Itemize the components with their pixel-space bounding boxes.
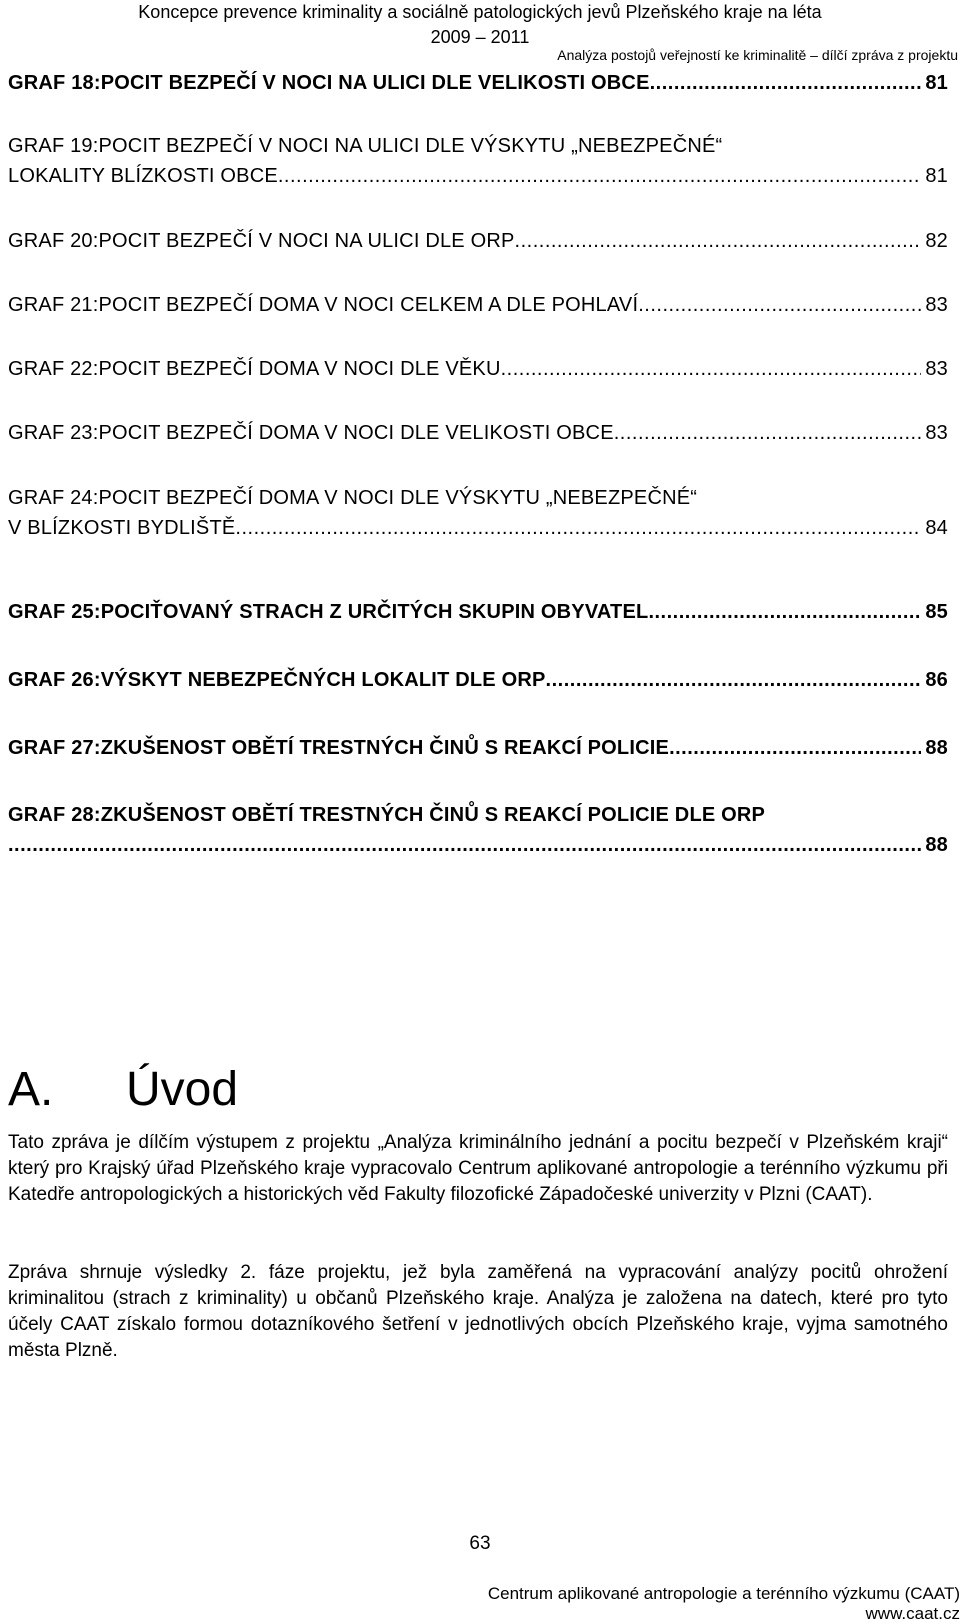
header-title-line2: 2009 – 2011 xyxy=(430,27,530,47)
page-number: 63 xyxy=(469,1533,491,1554)
toc-entry-title: GRAF 23:POCIT BEZPEČÍ DOMA V NOCI DLE VELIKOSTI OBCE xyxy=(8,422,614,444)
toc-entry-title: GRAF 18:POCIT BEZPEČÍ V NOCI NA ULICI DLE VELIKOSTI OBCE xyxy=(8,72,650,94)
toc-entry-graf-23[interactable] xyxy=(8,418,948,448)
toc-entry-title: GRAF 27:ZKUŠENOST OBĚTÍ TRESTNÝCH ČINŮ S REAKCÍ POLICIE xyxy=(8,737,670,759)
section-title: Úvod xyxy=(126,1063,239,1116)
toc-leader-dots xyxy=(278,161,921,191)
section-heading xyxy=(8,1063,238,1117)
toc-entry-graf-18[interactable] xyxy=(8,68,948,98)
toc-entry-title: GRAF 28:ZKUŠENOST OBĚTÍ TRESTNÝCH ČINŮ S REAKCÍ POLICIE DLE ORP xyxy=(8,804,766,826)
toc-entry-title: GRAF 21:POCIT BEZPEČÍ DOMA V NOCI CELKEM A DLE POHLAVÍ xyxy=(8,294,639,316)
toc-page-number: 81 xyxy=(925,165,948,187)
toc-entry-graf-26[interactable] xyxy=(8,665,948,695)
toc-page-number: 84 xyxy=(925,517,948,539)
toc-page-number: 85 xyxy=(925,601,948,623)
toc-leader-dots xyxy=(638,290,921,320)
toc-page-number: 81 xyxy=(925,72,948,94)
toc-leader-dots xyxy=(501,354,922,384)
toc-entry-graf-19[interactable] xyxy=(8,131,948,191)
toc-entry-title: GRAF 24:POCIT BEZPEČÍ DOMA V NOCI DLE VÝSKYTU „NEBEZPEČNÉ“ xyxy=(8,487,698,509)
toc-leader-dots xyxy=(515,226,922,256)
footer-organization: Centrum aplikované antropologie a terénního výzkumu (CAAT) xyxy=(487,1584,960,1603)
toc-leader-dots xyxy=(8,830,921,860)
toc-entry-title-continued: LOKALITY BLÍZKOSTI OBCE xyxy=(8,165,278,187)
section-number: A. xyxy=(8,1063,54,1116)
toc-page-number: 83 xyxy=(925,422,948,444)
toc-entry-title: GRAF 20:POCIT BEZPEČÍ V NOCI NA ULICI DLE ORP xyxy=(8,230,515,252)
toc-entry-title: GRAF 22:POCIT BEZPEČÍ DOMA V NOCI DLE VĚKU xyxy=(8,358,501,380)
toc-entry-title-continued: V BLÍZKOSTI BYDLIŠTĚ xyxy=(8,517,236,539)
toc-entry-title: GRAF 26:VÝSKYT NEBEZPEČNÝCH LOKALIT DLE ORP xyxy=(8,669,546,691)
toc-entry-graf-22[interactable] xyxy=(8,354,948,384)
intro-paragraph-1: Tato zpráva je dílčím výstupem z projektu „Analýza kriminálního jednání a pocitu bezpečí v Plzeňském kraji“ který pro Krajský úřad Plzeňského kraje vypracovalo Centrum aplikované antropologie a terénního výzkumu při Katedře antropologických a historických věd Fakulty filozofické Západočeské univerzity v Plzni (CAAT). xyxy=(8,1132,948,1205)
toc-leader-dots xyxy=(614,418,922,448)
toc-entry-graf-24[interactable] xyxy=(8,483,948,543)
toc-leader-dots xyxy=(648,597,921,627)
toc-page-number: 82 xyxy=(925,230,948,252)
toc-leader-dots xyxy=(235,513,921,543)
toc-leader-dots xyxy=(546,665,922,695)
toc-page-number: 83 xyxy=(925,358,948,380)
intro-paragraph-2: Zpráva shrnuje výsledky 2. fáze projektu, jež byla zaměřená na vypracování analýzy pocitů ohrožení kriminalitou (strach z kriminality) u občanů Plzeňského kraje. Analýza je založena na datech, které pro tyto účely CAAT získalo formou dotazníkového šetření v jednotlivých obcích Plzeňského kraje, vyjma samotného města Plzně. xyxy=(8,1262,948,1361)
toc-page-number: 83 xyxy=(925,294,948,316)
toc-leader-dots xyxy=(650,68,922,98)
toc-entry-graf-25[interactable] xyxy=(8,597,948,627)
toc-page-number: 88 xyxy=(925,737,948,759)
footer-website-link[interactable]: www.caat.cz xyxy=(865,1604,960,1623)
toc-entry-graf-21[interactable] xyxy=(8,290,948,320)
toc-page-number: 86 xyxy=(925,669,948,691)
header-title-line1: Koncepce prevence kriminality a sociálně patologických jevů Plzeňského kraje na léta xyxy=(138,2,822,22)
toc-page-number: 88 xyxy=(925,834,948,856)
toc-entry-title: GRAF 19:POCIT BEZPEČÍ V NOCI NA ULICI DLE VÝSKYTU „NEBEZPEČNÉ“ xyxy=(8,135,723,157)
toc-entry-graf-20[interactable] xyxy=(8,226,948,256)
header-subtitle: Analýza postojů veřejností ke kriminalitě – dílčí zpráva z projektu xyxy=(557,47,958,63)
toc-entry-title: GRAF 25:POCIŤOVANÝ STRACH Z URČITÝCH SKUPIN OBYVATEL xyxy=(8,601,649,623)
toc-entry-graf-27[interactable] xyxy=(8,733,948,763)
toc-leader-dots xyxy=(669,733,921,763)
toc-entry-graf-28[interactable] xyxy=(8,800,948,860)
